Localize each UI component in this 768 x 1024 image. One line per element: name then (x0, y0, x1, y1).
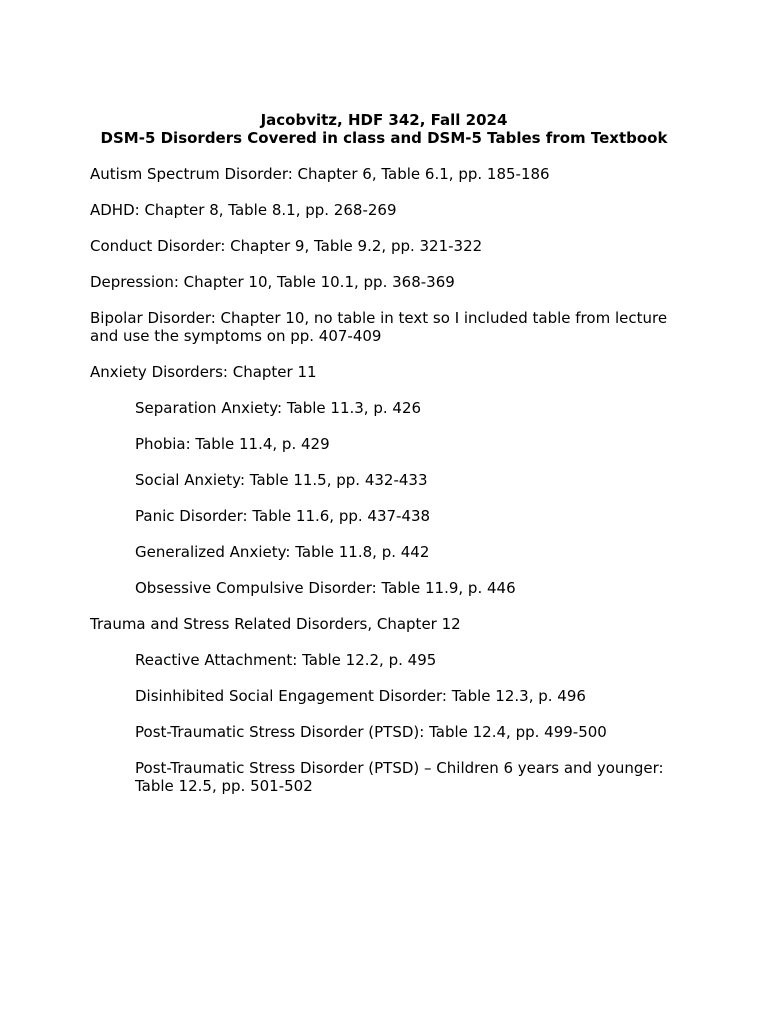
entry-disinhibited-social-engagement: Disinhibited Social Engagement Disorder: Table 12.3, p. 496 (135, 687, 586, 705)
entry-trauma-stress-disorders: Trauma and Stress Related Disorders, Chapter 12 (90, 615, 461, 633)
entry-social-anxiety: Social Anxiety: Table 11.5, pp. 432-433 (135, 471, 428, 489)
entry-reactive-attachment: Reactive Attachment: Table 12.2, p. 495 (135, 651, 437, 669)
entry-phobia: Phobia: Table 11.4, p. 429 (135, 435, 330, 453)
entry-conduct-disorder: Conduct Disorder: Chapter 9, Table 9.2, pp. 321-322 (90, 237, 483, 255)
document-page (90, 111, 678, 813)
entry-autism: Autism Spectrum Disorder: Chapter 6, Table 6.1, pp. 185-186 (90, 165, 550, 183)
entry-separation-anxiety: Separation Anxiety: Table 11.3, p. 426 (135, 399, 422, 417)
entry-ptsd: Post-Traumatic Stress Disorder (PTSD): Table 12.4, pp. 499-500 (135, 723, 607, 741)
entry-generalized-anxiety: Generalized Anxiety: Table 11.8, p. 442 (135, 543, 430, 561)
document-title: Jacobvitz, HDF 342, Fall 2024 (260, 111, 508, 129)
document-subtitle: DSM-5 Disorders Covered in class and DSM-5 Tables from Textbook (100, 129, 668, 147)
entry-bipolar-disorder: Bipolar Disorder: Chapter 10, no table in text so I included table from lecture and use the symptoms on pp. 407-409 (90, 309, 668, 345)
entry-ocd: Obsessive Compulsive Disorder: Table 11.9, p. 446 (135, 579, 516, 597)
entry-depression: Depression: Chapter 10, Table 10.1, pp. 368-369 (90, 273, 455, 291)
entry-adhd: ADHD: Chapter 8, Table 8.1, pp. 268-269 (90, 201, 397, 219)
disorder-list (90, 165, 678, 795)
entry-panic-disorder: Panic Disorder: Table 11.6, pp. 437-438 (135, 507, 431, 525)
entry-anxiety-disorders: Anxiety Disorders: Chapter 11 (90, 363, 317, 381)
entry-ptsd-children: Post-Traumatic Stress Disorder (PTSD) – Children 6 years and younger: Table 12.5, pp. 501-502 (135, 759, 664, 795)
